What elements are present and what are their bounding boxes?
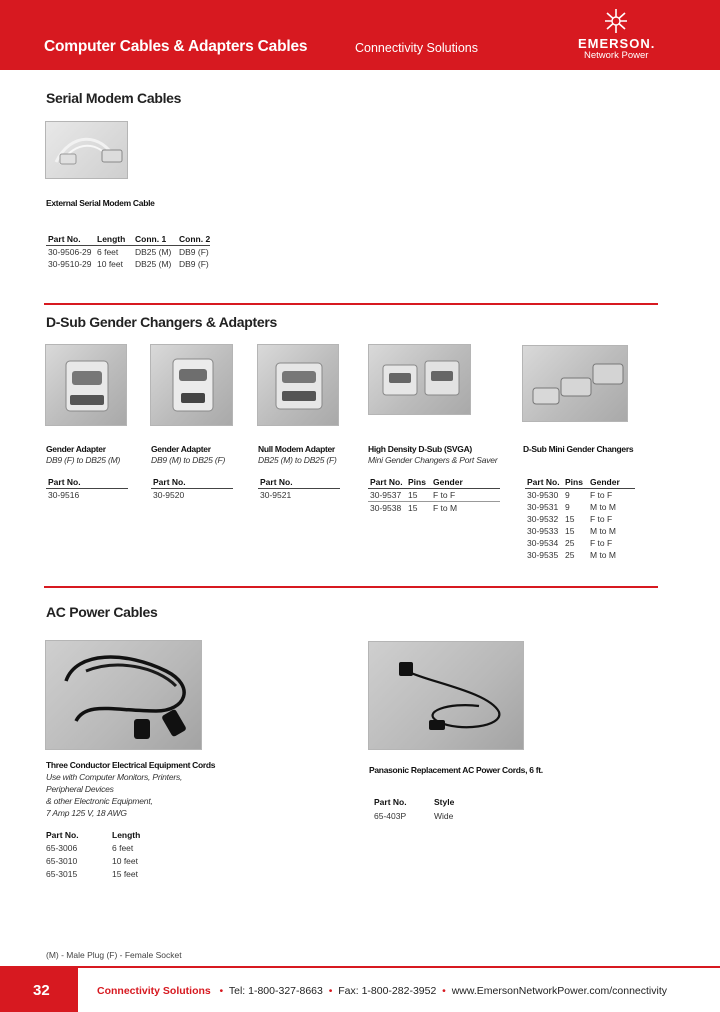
item-name: Panasonic Replacement AC Power Cords, 6 ft. [369,765,543,775]
table-cell: F to F [590,538,613,548]
table-cell: DB9 (F) [179,259,209,269]
gender-legend: (M) - Male Plug (F) - Female Socket [46,950,182,960]
gender-adapter-photo-2 [150,344,233,426]
table-cell: F to F [590,514,613,524]
item-name: D-Sub Mini Gender Changers [523,444,634,454]
part-header: Part No. [48,477,81,487]
table-cell: 30-9532 [527,514,559,524]
footer-contact [97,985,667,997]
table-cell: M to M [590,502,616,512]
footer-rule [0,966,720,968]
item-name: High Density D-Sub (SVGA) [368,444,472,454]
item-desc: DB9 (M) to DB25 (F) [151,455,226,465]
table-rule [258,488,340,489]
cords-col-header: Part No. [46,830,79,840]
table-cell: M to M [590,550,616,560]
table-cell: 15 feet [112,869,138,879]
table-cell: F to F [433,490,456,500]
page-number: 32 [33,982,50,999]
item-name: Null Modem Adapter [258,444,335,454]
table-cell: 30-9534 [527,538,559,548]
table-cell: F to F [590,490,613,500]
table-rule [525,488,635,489]
table-cell: 25 [565,550,575,560]
table-cell: 9 [565,490,570,500]
serial-col-header: Conn. 2 [179,234,211,244]
table-cell: 6 feet [97,247,119,257]
table-cell: 30-9510-29 [48,259,92,269]
footer-separator: • [328,985,333,997]
adapter-image [523,346,628,422]
svga-adapter-photo [368,344,471,415]
brand-name: EMERSON. [578,36,656,51]
item-desc: DB25 (M) to DB25 (F) [258,455,337,465]
part-number: 30-9520 [153,490,185,500]
gender-adapter-photo-1 [45,344,127,426]
item-name: Gender Adapter [46,444,106,454]
cords-col-header: Length [112,830,141,840]
item-desc: Peripheral Devices [46,784,114,794]
part-number: 30-9521 [260,490,292,500]
serial-cable-image [46,122,128,179]
item-desc: Mini Gender Changers & Port Saver [368,455,498,465]
table-cell: 9 [565,502,570,512]
page-title: Computer Cables & Adapters Cables [44,38,308,55]
table-rule [46,488,128,489]
power-cord-photo-2 [368,641,524,750]
mini-col-header: Part No. [527,477,560,487]
table-cell: 30-9506-29 [48,247,92,257]
footer-separator: • [219,985,224,997]
table-cell: 30-9537 [370,490,402,500]
table-rule [368,501,500,502]
part-header: Part No. [260,477,293,487]
table-cell: 65-3010 [46,856,78,866]
section-divider [44,586,658,588]
table-cell: 6 feet [112,843,134,853]
null-modem-adapter-photo [257,344,339,426]
table-cell: 30-9535 [527,550,559,560]
table-cell: 30-9538 [370,503,402,513]
table-cell: 25 [565,538,575,548]
footer-tel: Tel: 1-800-327-8663 [228,985,323,997]
table-cell: 10 feet [112,856,138,866]
table-cell: 65-3015 [46,869,78,879]
adapter-image [258,345,339,426]
section-title-serial: Serial Modem Cables [46,90,182,106]
header-subtitle: Connectivity Solutions [355,41,478,55]
table-cell: F to M [433,503,458,513]
footer-fax: Fax: 1-800-282-3952 [338,985,437,997]
svga-col-header: Gender [433,477,463,487]
table-cell: 15 [565,526,575,536]
table-rule [151,488,233,489]
adapter-image [151,345,233,426]
serial-col-header: Length [97,234,126,244]
panasonic-col-header: Style [434,797,455,807]
table-cell: 30-9533 [527,526,559,536]
power-cord-image [46,641,202,750]
emerson-logo-icon [604,7,628,35]
power-cord-photo-1 [45,640,202,750]
brand-subtitle: Network Power [584,50,649,61]
power-cord-image [369,642,524,750]
section-title-dsub: D-Sub Gender Changers & Adapters [46,314,278,330]
serial-caption: External Serial Modem Cable [46,198,155,208]
item-desc: Use with Computer Monitors, Printers, [46,772,183,782]
table-cell: 30-9531 [527,502,559,512]
section-title-ac: AC Power Cables [46,604,158,620]
mini-col-header: Gender [590,477,620,487]
table-cell: 10 feet [97,259,123,269]
table-cell: DB9 (F) [179,247,209,257]
adapter-image [46,345,127,426]
footer-label: Connectivity Solutions [97,985,211,997]
table-cell: M to M [590,526,616,536]
table-cell: 15 [408,490,418,500]
mini-col-header: Pins [565,477,583,487]
part-number: 30-9516 [48,490,80,500]
item-name: Three Conductor Electrical Equipment Cords [46,760,216,770]
serial-col-header: Conn. 1 [135,234,167,244]
serial-col-header: Part No. [48,234,81,244]
table-cell: 15 [408,503,418,513]
item-name: Gender Adapter [151,444,211,454]
table-cell: DB25 (M) [135,247,172,257]
table-cell: 65-403P [374,811,407,821]
footer-web-link[interactable]: www.EmersonNetworkPower.com/connectivity [451,985,668,997]
table-cell: 30-9530 [527,490,559,500]
item-desc: & other Electronic Equipment, [46,796,153,806]
serial-cable-photo [45,121,128,179]
mini-gender-changers-photo [522,345,628,422]
footer-separator: • [442,985,446,997]
svga-col-header: Part No. [370,477,403,487]
table-cell: 15 [565,514,575,524]
table-cell: Wide [434,811,454,821]
section-divider [44,303,658,305]
table-rule [368,488,500,489]
table-cell: DB25 (M) [135,259,172,269]
serial-table-rule [46,245,210,246]
table-cell: 65-3006 [46,843,78,853]
adapter-image [369,345,471,415]
part-header: Part No. [153,477,186,487]
panasonic-col-header: Part No. [374,797,407,807]
item-desc: 7 Amp 125 V, 18 AWG [46,808,127,818]
item-desc: DB9 (F) to DB25 (M) [46,455,121,465]
svga-col-header: Pins [408,477,426,487]
